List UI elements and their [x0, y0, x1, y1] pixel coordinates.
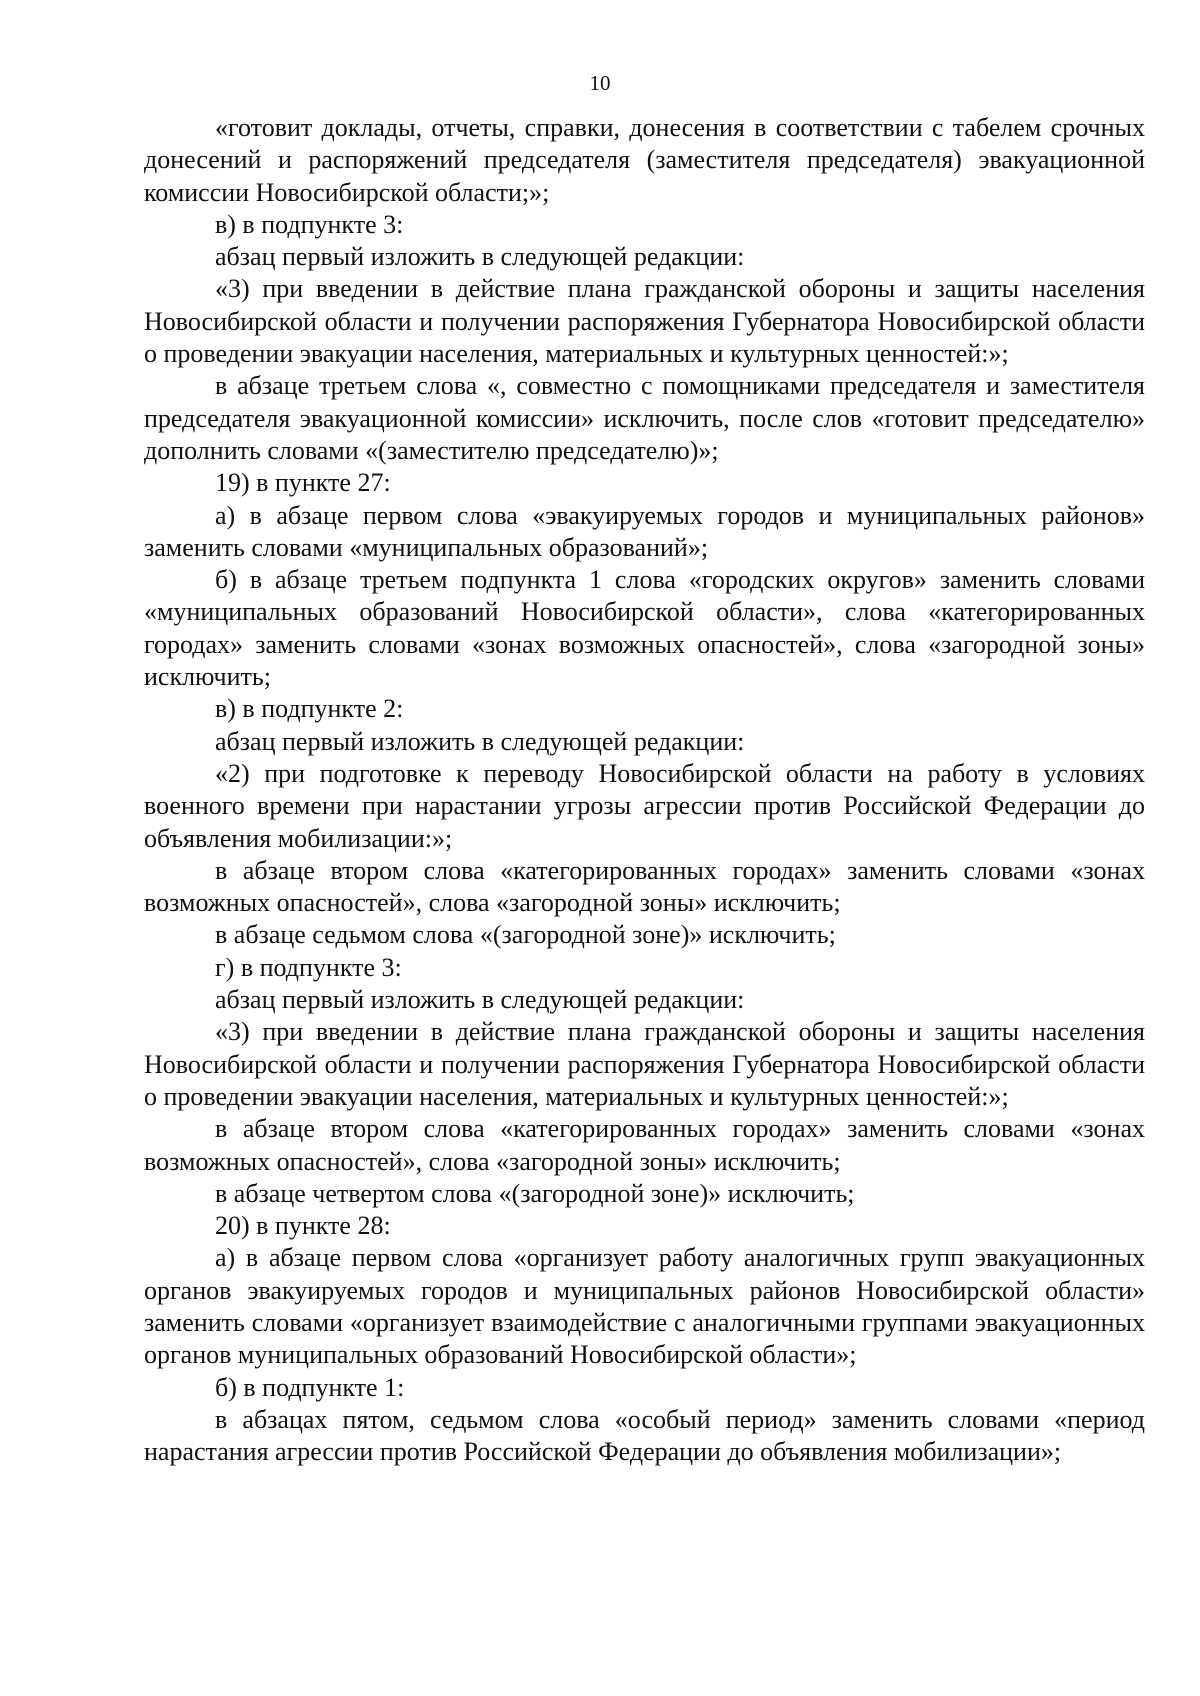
paragraph: «3) при введении в действие плана гражданской обороны и защиты населения Новосибирской области и получении распоряжения Губернатора Новосибирской области о проведении эвакуации населения, материальных и культурных ценностей:»;: [144, 1017, 1145, 1111]
paragraph: в абзаце третьем слова «, совместно с помощниками председателя и заместителя председателя эвакуационной комиссии» исключить, после слов «готовит председателю» дополнить словами «(заместителю председателю)»;: [144, 371, 1145, 465]
paragraph: г) в подпункте 3:: [215, 952, 402, 982]
paragraph: а) в абзаце первом слова «организует работу аналогичных групп эвакуационных органов эвакуируемых городов и муниципальных районов Новосибирской области» заменить словами «организует взаимодействие с аналогичными группами эвакуационных органов муниципальных образований Новосибирской области»;: [144, 1243, 1145, 1370]
paragraph: абзац первый изложить в следующей редакции:: [215, 985, 745, 1015]
paragraph: а) в абзаце первом слова «эвакуируемых городов и муниципальных районов» заменить словами «муниципальных образований»;: [144, 500, 1145, 562]
paragraph: в) в подпункте 3:: [215, 209, 404, 239]
paragraph: «2) при подготовке к переводу Новосибирской области на работу в условиях военного времени при нарастании угрозы агрессии против Российской Федерации до объявления мобилизации:»;: [144, 758, 1145, 853]
paragraph: абзац первый изложить в следующей редакции:: [215, 242, 745, 272]
paragraph: в абзацах пятом, седьмом слова «особый период» заменить словами «период нарастания агрессии против Российской Федерации до объявления мобилизации»;: [144, 1404, 1145, 1467]
paragraph: в) в подпункте 2:: [215, 694, 404, 724]
paragraph: «готовит доклады, отчеты, справки, донесения в соответствии с табелем срочных донесений и распоряжений председателя (заместителя председателя) эвакуационной комиссии Новосибирской области;»;: [144, 113, 1145, 207]
paragraph: абзац первый изложить в следующей редакции:: [215, 726, 745, 756]
paragraph: 20) в пункте 28:: [215, 1211, 391, 1241]
paragraph: б) в абзаце третьем подпункта 1 слова «городских округов» заменить словами «муниципальных образований Новосибирской области», слова «категорированных городах» заменить словами «зонах возможных опасностей», слова «загородной зоны» исключить;: [144, 565, 1145, 692]
document-body: [144, 112, 1145, 1468]
paragraph: в абзаце четвертом слова «(загородной зоне)» исключить;: [215, 1178, 855, 1208]
paragraph: б) в подпункте 1:: [215, 1372, 405, 1402]
paragraph: «3) при введении в действие плана гражданской обороны и защиты населения Новосибирской области и получении распоряжения Губернатора Новосибирской области о проведении эвакуации населения, материальных и культурных ценностей:»;: [144, 274, 1145, 369]
paragraph: в абзаце седьмом слова «(загородной зоне)» исключить;: [215, 920, 836, 950]
paragraph: в абзаце втором слова «категорированных городах» заменить словами «зонах возможных опасностей», слова «загородной зоны» исключить;: [144, 855, 1145, 918]
page-number: 10: [589, 71, 611, 95]
paragraph: в абзаце втором слова «категорированных городах» заменить словами «зонах возможных опасностей», слова «загородной зоны» исключить;: [144, 1114, 1145, 1176]
paragraph: 19) в пункте 27:: [215, 468, 391, 498]
